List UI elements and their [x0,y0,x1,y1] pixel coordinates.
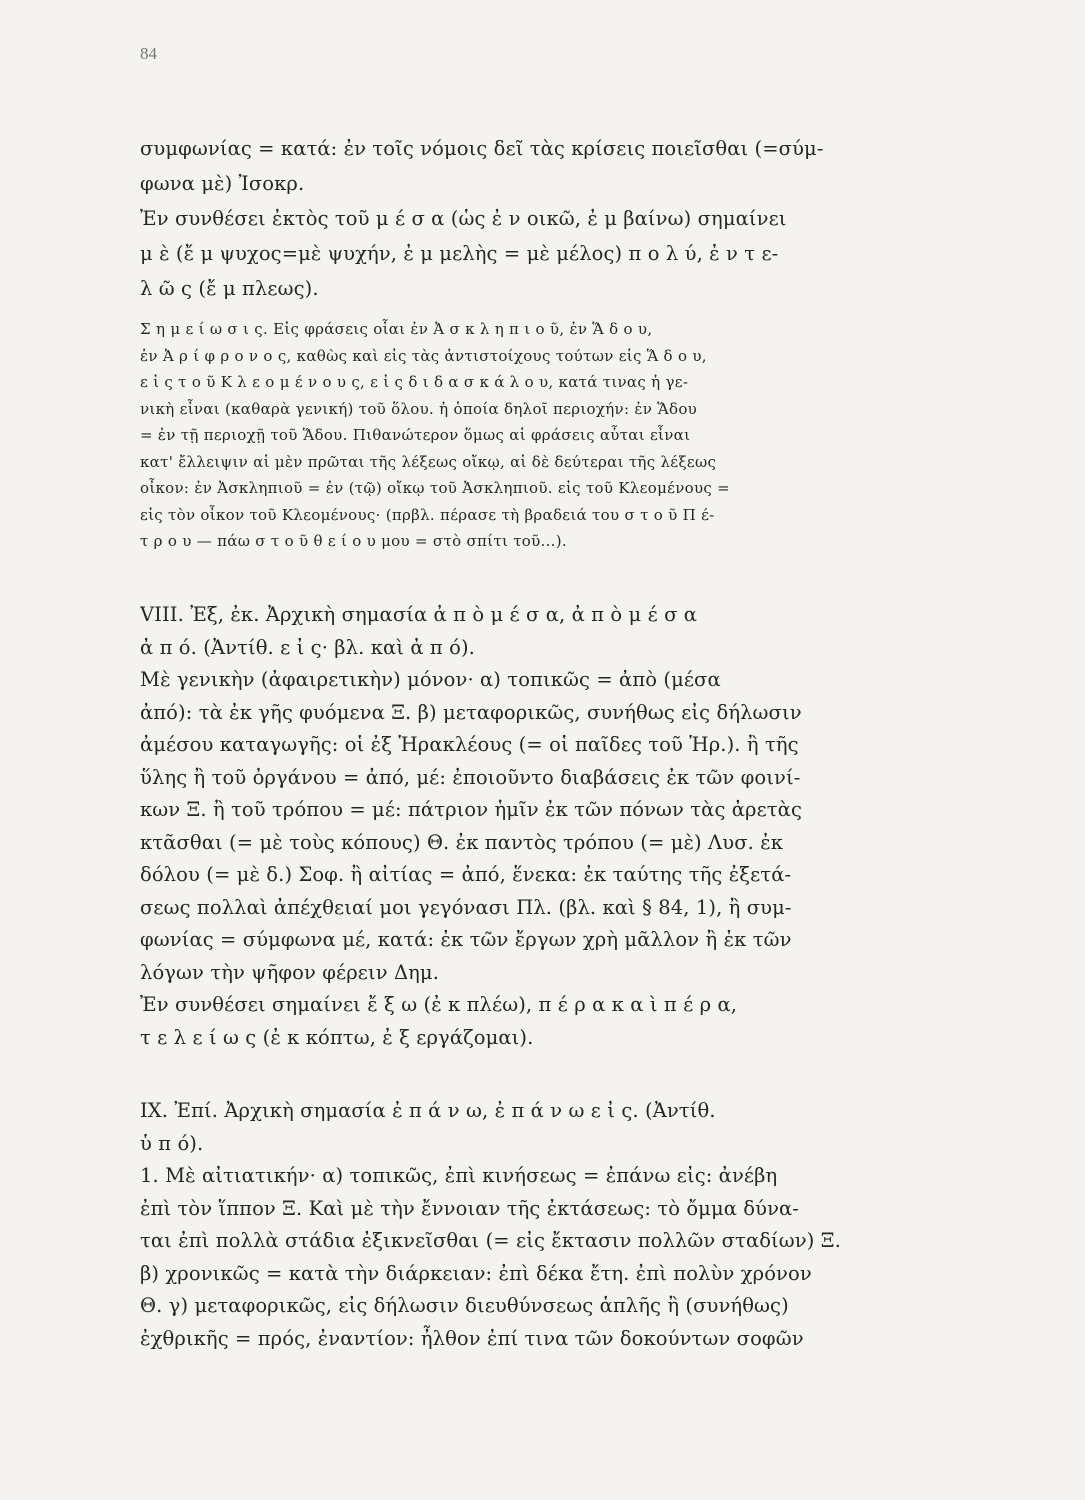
text-line: Θ. γ) μεταφορικῶς, εἰς δήλωσιν διευθύνσεως ἁπλῆς ἢ (συνήθως) [140,1294,789,1317]
text-line: ἐπὶ τὸν ἵππον Ξ. Καὶ μὲ τὴν ἔννοιαν τῆς ἐκτάσεως: τὸ ὄμμα δύνα- [140,1196,799,1220]
text-line: μ ὲ (ἔ μ ψυχος=μὲ ψυχήν, ἐ μ μελὴς = μὲ μέλος) π ο λ ύ, ἐ ν τ ε- [140,242,779,265]
note-line: ἐν Ἀ ρ ί φ ρ ο ν ο ς, καθὼς καὶ εἰς τὰς ἀντιστοίχους τούτων εἰς Ἅ δ ο υ, [140,346,707,365]
text-line: ὕλης ἢ τοῦ ὀργάνου = ἀπό, μέ: ἐποιοῦντο διαβάσεις ἐκ τῶν φοινί- [140,765,801,789]
text-line: φωνίας = σύμφωνα μέ, κατά: ἐκ τῶν ἔργων χρὴ μᾶλλον ἢ ἐκ τῶν [140,928,792,951]
text-line: ἐχθρικῆς = πρός, ἐναντίον: ἦλθον ἐπί τινα τῶν δοκούντων σοφῶν [140,1326,804,1350]
note-line: Σ η μ ε ί ω σ ι ς. Εἰς φράσεις οἷαι ἐν Ἀ σ κ λ η π ι ο ῦ, ἐν Ἅ δ ο υ, [140,320,653,338]
note-line: ε ἰ ς τ ο ῦ Κ λ ε ο μ έ ν ο υ ς, ε ἰ ς δ ι δ α σ κ ά λ ο υ, κατά τινας ἡ γε- [140,373,689,391]
text-line: Μὲ γενικὴν (ἀφαιρετικὴν) μόνον· α) τοπικῶς = ἀπὸ (μέσα [140,668,721,691]
note-simeiosis [140,316,968,555]
text-line: Ἐν συνθέσει ἐκτὸς τοῦ μ έ σ α (ὡς ἐ ν οικῶ, ἐ μ βαίνω) σημαίνει [140,207,787,230]
text-line: κτᾶσθαι (= μὲ τοὺς κόπους) Θ. ἐκ παντὸς τρόπου (= μὲ) Λυσ. ἐκ [140,830,784,854]
text-line: δόλου (= μὲ δ.) Σοφ. ἢ αἰτίας = ἀπό, ἕνεκα: ἐκ ταύτης τῆς ἐξετά- [140,863,792,886]
text-line: ἀπό): τὰ ἐκ γῆς φυόμενα Ξ. β) μεταφορικῶς, συνήθως εἰς δήλωσιν [140,700,802,724]
page-number: 84 [140,44,157,63]
text-line: 1. Μὲ αἰτιατικήν· α) τοπικῶς, ἐπὶ κινήσεως = ἐπάνω εἰς: ἀνέβη [140,1164,778,1187]
text-line: Ἐν συνθέσει σημαίνει ἔ ξ ω (ἐ κ πλέω), π έ ρ α κ α ὶ π έ ρ α, [140,993,738,1016]
section-heading-line: VIII. Ἐξ, ἐκ. Ἀρχικὴ σημασία ἀ π ὸ μ έ σ α, ἀ π ὸ μ έ σ α [140,603,698,626]
note-line: κατ' ἔλλειψιν αἱ μὲν πρῶται τῆς λέξεως οἴκῳ, αἱ δὲ δεύτεραι τῆς λέξεως [140,452,717,471]
note-line: οἶκον: ἐν Ἀσκληπιοῦ = ἐν (τῷ) οἴκῳ τοῦ Ἀσκληπιοῦ. εἰς τοῦ Κλεομένους = [140,479,731,497]
note-line: τ ρ ο υ — πάω σ τ ο ῦ θ ε ί ο υ μου = στὸ σπίτι τοῦ...). [140,532,567,550]
text-line: λ ῶ ς (ἔ μ πλεως). [140,277,319,300]
text-line: κων Ξ. ἢ τοῦ τρόπου = μέ: πάτριον ἡμῖν ἐκ τῶν πόνων τὰς ἀρετὰς [140,798,802,821]
text-line: λόγων τὴν ψῆφον φέρειν Δημ. [140,960,440,984]
section-viii-ex-ek [140,599,968,1054]
text-line: β) χρονικῶς = κατὰ τὴν διάρκειαν: ἐπὶ δέκα ἔτη. ἐπὶ πολὺν χρόνον [140,1261,812,1285]
paragraph-syn-continuation [140,131,968,306]
text-line: ἀμέσου καταγωγῆς: οἱ ἐξ Ἡρακλέους (= οἱ παῖδες τοῦ Ἡρ.). ἢ τῆς [140,733,799,756]
text-line: συμφωνίας = κατά: ἐν τοῖς νόμοις δεῖ τὰς κρίσεις ποιεῖσθαι (=σύμ- [140,137,824,160]
text-line: φωνα μὲ) Ἰσοκρ. [140,172,305,195]
section-heading-line: IX. Ἐπί. Ἀρχικὴ σημασία ἐ π ά ν ω, ἐ π ά ν ω ε ἰ ς. (Ἀντίθ. [140,1099,716,1122]
note-line: νικὴ εἶναι (καθαρὰ γενική) τοῦ ὅλου. ἡ ὁποία δηλοῖ περιοχήν: ἐν Ἅδου [140,399,698,418]
note-line: εἰς τὸν οἶκον τοῦ Κλεομένους· (πρβλ. πέρασε τὴ βραδειά του σ τ ο ῦ Π έ- [140,505,715,524]
text-line: ται ἐπὶ πολλὰ στάδια ἐξικνεῖσθαι (= εἰς ἔκτασιν πολλῶν σταδίων) Ξ. [140,1229,841,1252]
text-line: σεως πολλαὶ ἀπέχθειαί μοι γεγόνασι Πλ. (βλ. καὶ § 84, 1), ἢ συμ- [140,895,792,919]
text-line: ἀ π ό. (Ἀντίθ. ε ἰ ς· βλ. καὶ ἀ π ό). [140,635,475,659]
section-ix-epi [140,1095,968,1355]
text-line: τ ε λ ε ί ω ς (ἐ κ κόπτω, ἐ ξ εργάζομαι). [140,1025,534,1049]
text-line: ὑ π ό). [140,1131,204,1155]
note-line: = ἐν τῇ περιοχῇ τοῦ Ἅδου. Πιθανώτερον ὅμως αἱ φράσεις αὗται εἶναι [140,426,691,444]
